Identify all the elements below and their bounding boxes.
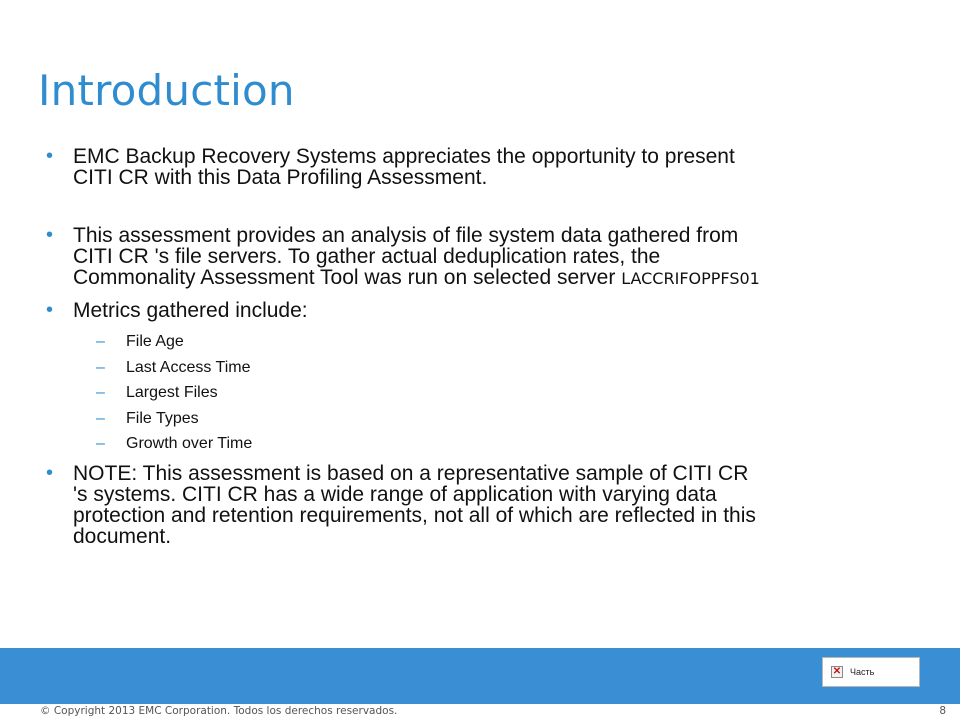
bullet-line-with-server [73,267,926,289]
bullet-line: This assessment provides an analysis of file system data gathered from [73,224,739,247]
dash-icon: – [96,358,105,376]
broken-image-placeholder [822,657,920,687]
bullet-line: document. [73,524,172,548]
sub-item-last-access-time [46,355,926,381]
bullet-list [46,146,926,547]
bullet-dot-icon: • [46,299,54,321]
bullet-analysis [46,225,926,289]
server-name: LACCRIFOPPFS01 [621,269,760,288]
bullet-line: CITI CR with this Data Profiling Assessment. [73,166,488,189]
sub-item-file-age [46,329,926,355]
sub-item-label: Last Access Time [126,358,251,376]
sub-item-label: Growth over Time [126,435,253,452]
bullet-line: 's systems. CITI CR has a wide range of application with varying data [73,482,717,506]
bullet-line: CITI CR 's file servers. To gather actual deduplication rates, the [73,245,661,268]
dash-icon: – [96,435,105,452]
sub-item-growth-over-time [46,431,926,457]
sub-item-file-types [46,406,926,432]
bullet-dot-icon: • [46,224,54,246]
bullet-metrics [46,300,926,321]
bullet-note [46,463,926,547]
metrics-sublist [46,329,926,457]
sub-item-largest-files [46,380,926,406]
bullet-intro [46,146,926,188]
footer-band [0,648,960,704]
bullet-dot-icon: • [46,461,54,484]
bullet-line: EMC Backup Recovery Systems appreciates the opportunity to present [73,145,735,168]
dash-icon: – [96,333,105,350]
bullet-line: protection and retention requirements, not all of which are reflected in this [73,503,756,527]
sub-item-label: Largest Files [126,384,218,401]
dash-icon: – [96,384,105,401]
dash-icon: – [96,409,105,427]
sub-item-label: File Types [126,409,199,427]
copyright-text: © Copyright 2013 EMC Corporation. Todos los derechos reservados. [40,705,398,717]
slide-title: Introduction [38,66,295,115]
bullet-dot-icon: • [46,145,54,167]
broken-image-icon: ✕ [832,666,842,677]
bullet-line: Commonality Assessment Tool was run on selected server [73,266,622,289]
image-alt-text: Часть [850,667,875,677]
page-number: 8 [939,705,946,717]
bullet-line: Metrics gathered include: [73,299,308,322]
bullet-line: NOTE: This assessment is based on a representative sample of CITI CR [73,461,749,485]
sub-item-label: File Age [126,333,184,350]
